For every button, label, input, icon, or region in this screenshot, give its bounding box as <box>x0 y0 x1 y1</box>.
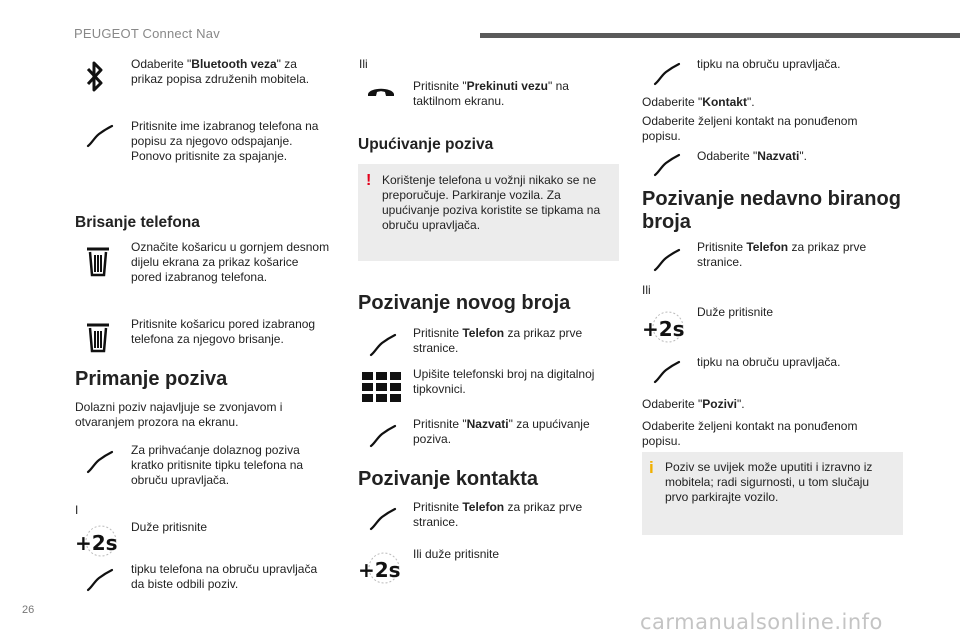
receive-heading: Primanje poziva <box>75 368 228 390</box>
press-icon <box>369 333 397 357</box>
trash-icon <box>86 323 110 353</box>
delete-press-instruction: Pritisnite košaricu pored izabranog telefona za njegovo brisanje. <box>131 317 316 346</box>
receive-intro: Dolazni poziv najavljuje se zvonjavom i otvaranjem prozora na ekranu. <box>75 400 283 429</box>
new-number-heading: Pozivanje novog broja <box>358 292 571 314</box>
pick-contact-instruction: Odaberite željeni kontakt na ponuđenom popisu. <box>642 419 858 448</box>
press-icon <box>369 507 397 531</box>
or-label: I <box>75 503 79 517</box>
make-call-heading: Upućivanje poziva <box>358 136 494 153</box>
trash-icon <box>86 247 110 277</box>
long-press-2s-icon <box>75 524 121 558</box>
hang-up-instruction: Pritisnite "Prekinuti vezu" na taktilnom ekranu. <box>413 79 569 108</box>
long-press-2s-icon <box>358 551 404 585</box>
press-icon <box>653 248 681 272</box>
watermark: carmanualsonline.info <box>640 610 883 634</box>
receive-short-instruction: Za prihvaćanje dolaznog poziva kratko pritisnite tipku telefona na obruču upravljača. <box>131 443 304 487</box>
bluetooth-icon <box>84 60 106 94</box>
long-press-2s-icon <box>642 310 688 344</box>
document-title: PEUGEOT Connect Nav <box>74 26 220 41</box>
warning-icon: ! <box>366 172 372 189</box>
contact-call-heading: Pozivanje kontakta <box>358 468 539 490</box>
long-press-label: +2s <box>358 558 401 582</box>
select-call-instruction: Odaberite "Nazvati". <box>697 149 807 163</box>
contact-press-instruction: Pritisnite Telefon za prikaz prve stranice. <box>413 500 583 529</box>
long-press-label: +2s <box>642 317 685 341</box>
select-contact-instruction: Odaberite "Kontakt". <box>642 95 755 109</box>
press-icon <box>653 153 681 177</box>
press-icon <box>653 62 681 86</box>
receive-long-instruction: tipku telefona na obruču upravljača da biste odbili poziv. <box>131 562 318 591</box>
recent-number-heading: Pozivanje nedavno biranog broja <box>642 188 901 233</box>
pick-contact-instruction: Odaberite željeni kontakt na ponuđenom popisu. <box>642 114 858 143</box>
recent-press-instruction: Pritisnite Telefon za prikaz prve stranice. <box>697 240 867 269</box>
press-icon <box>86 568 114 592</box>
long-press-label: +2s <box>75 531 118 555</box>
new-press-instruction: Pritisnite Telefon za prikaz prve stranice. <box>413 326 583 355</box>
pair-instruction: Pritisnite ime izabranog telefona na popisu za njegovo odspajanje. Ponovo pritisnite za spajanje. <box>131 119 319 163</box>
warning-box <box>358 164 619 261</box>
select-calls-instruction: Odaberite "Pozivi". <box>642 397 745 411</box>
press-icon <box>86 124 114 148</box>
bluetooth-instruction: Odaberite "Bluetooth veza" za prikaz popisa združenih mobitela. <box>131 57 310 86</box>
long-press-label: Duže pritisnite <box>697 305 774 319</box>
steering-key-instruction: tipku na obruču upravljača. <box>697 355 841 369</box>
page-number: 26 <box>22 604 35 616</box>
hang-up-icon <box>366 84 396 98</box>
press-icon <box>86 450 114 474</box>
header-bar <box>480 33 960 38</box>
dial-instruction: Upišite telefonski broj na digitalnoj tipkovnici. <box>413 367 595 396</box>
info-box <box>642 452 903 535</box>
delete-select-instruction: Označite košaricu u gornjem desnom dijelu ekrana za prikaz košarice pored izabranog telefona. <box>131 240 330 284</box>
keypad-icon <box>362 372 402 402</box>
contact-long-press-label: Ili duže pritisnite <box>413 547 500 561</box>
new-call-instruction: Pritisnite "Nazvati" za upućivanje poziva. <box>413 417 590 446</box>
long-press-label: Duže pritisnite <box>131 520 208 534</box>
warning-text: Korištenje telefona u vožnji nikako se ne preporučuje. Parkiranje vozila. Za upućivanje poziva koristite se tipkama na obruču upravljača. <box>382 173 601 232</box>
press-icon <box>653 360 681 384</box>
info-text: Poziv se uvijek može uputiti i izravno iz mobitela; radi sigurnosti, u tom slučaju prvo parkirajte vozilo. <box>665 460 873 504</box>
press-icon <box>369 424 397 448</box>
or-label: Ili <box>359 57 368 71</box>
delete-heading: Brisanje telefona <box>75 214 200 231</box>
or-label: Ili <box>642 283 651 297</box>
steering-key-instruction: tipku na obruču upravljača. <box>697 57 841 71</box>
info-icon: i <box>649 458 654 477</box>
